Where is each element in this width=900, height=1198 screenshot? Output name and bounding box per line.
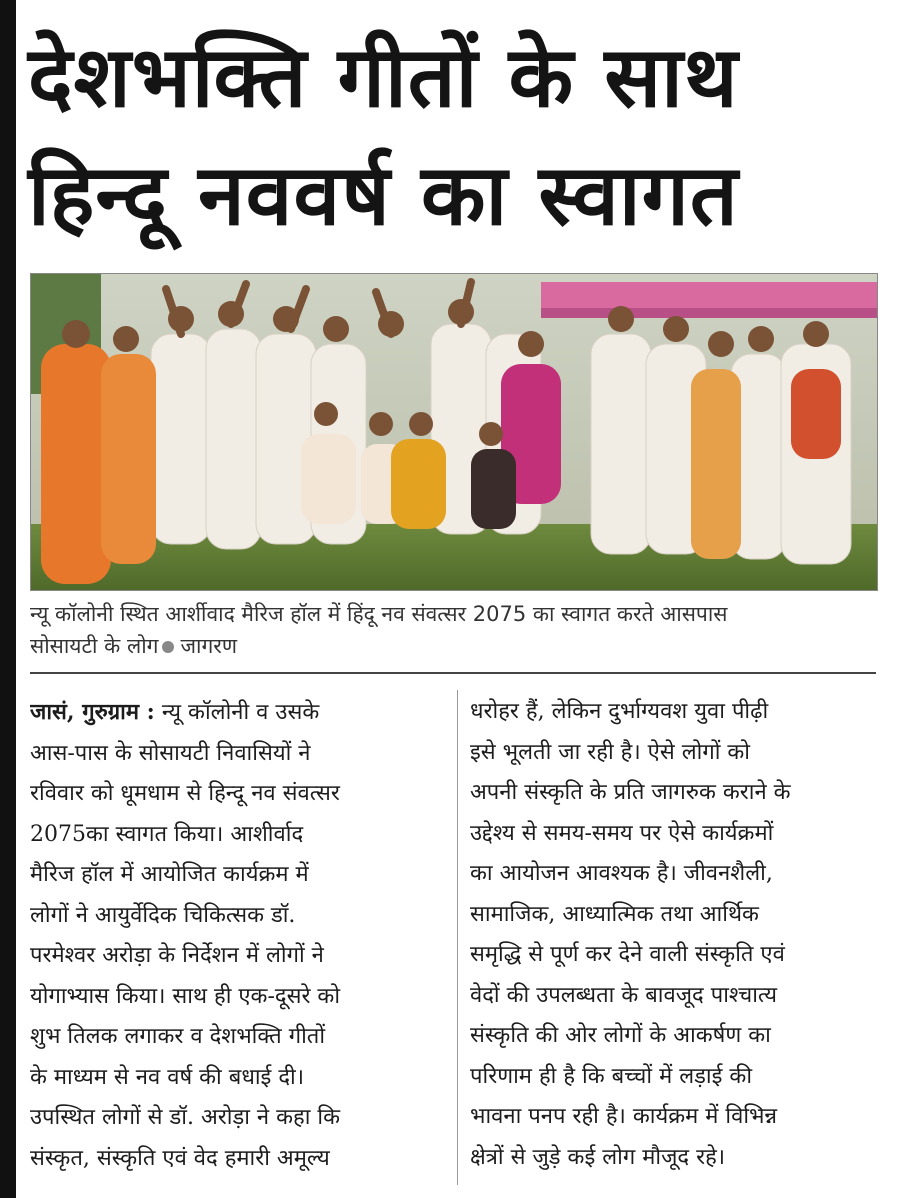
- column-divider: [457, 690, 458, 1185]
- article-dateline: जासं, गुरुग्राम :: [30, 699, 155, 725]
- article-column-left: [30, 692, 445, 1179]
- article-line: [30, 692, 445, 734]
- headline: [28, 18, 888, 254]
- article-line: सामाजिक, आध्यात्मिक तथा आर्थिक: [470, 901, 759, 927]
- article-line: भावना पनप रही है। कार्यक्रम में विभिन्न: [470, 1104, 778, 1129]
- article-line: इसे भूलती जा रही है। ऐसे लोगों को: [470, 739, 750, 765]
- article-line: आस-पास के सोसायटी निवासियों ने: [30, 740, 311, 766]
- caption-line-1: न्यू कॉलोनी स्थित आर्शीवाद मैरिज हॉल में हिंदू नव संवत्सर 2075 का स्वागत करते आसपास: [30, 602, 728, 626]
- article-line: मैरिज हॉल में आयोजित कार्यक्रम में: [30, 862, 309, 887]
- article-line: परिणाम ही है कि बच्चों में लड़ाई की: [470, 1063, 753, 1089]
- article-line: समृद्धि से पूर्ण कर देने वाली संस्कृति एवं: [470, 942, 785, 967]
- article-line: का आयोजन आवश्यक है। जीवनशैली,: [470, 861, 773, 886]
- caption-line-2: सोसायटी के लोग: [30, 634, 159, 658]
- article-line: 2075का स्वागत किया। आशीर्वाद: [30, 821, 304, 847]
- article-line: क्षेत्रों से जुड़े कई लोग मौजूद रहे।: [470, 1144, 726, 1170]
- group-photo: [30, 273, 878, 591]
- article-line: अपनी संस्कृति के प्रति जागरुक कराने के: [470, 780, 791, 805]
- article-line: शुभ तिलक लगाकर व देशभक्ति गीतों: [30, 1024, 326, 1049]
- article-line: लोगों ने आयुर्वेदिक चिकित्सक डॉ.: [30, 902, 296, 928]
- page-left-border: [0, 0, 16, 1198]
- article-line: उपस्थित लोगों से डॉ. अरोड़ा ने कहा कि: [30, 1105, 341, 1130]
- article-line: वेदों की उपलब्धता के बावजूद पाश्चात्य: [470, 982, 778, 1008]
- caption-divider: [30, 672, 876, 674]
- article-line: परमेश्वर अरोड़ा के निर्देशन में लोगों ने: [30, 943, 324, 968]
- article-line: संस्कृत, संस्कृति एवं वेद हमारी अमूल्य: [30, 1145, 330, 1171]
- caption-credit: जागरण: [180, 634, 238, 658]
- photo-caption: [30, 598, 880, 662]
- article-line: संस्कृति की ओर लोगों के आकर्षण का: [470, 1023, 771, 1048]
- article-line: के माध्यम से नव वर्ष की बधाई दी।: [30, 1064, 305, 1090]
- article-line: रविवार को धूमधाम से हिन्दू नव संवत्सर: [30, 781, 340, 806]
- article-line: उद्देश्य से समय-समय पर ऐसे कार्यक्रमों: [470, 820, 774, 846]
- bullet-dot-icon: [162, 641, 174, 653]
- headline-line-1: देशभक्ति गीतों के साथ: [28, 28, 739, 126]
- headline-line-2: हिन्दू नववर्ष का स्वागत: [28, 146, 739, 244]
- article-column-right: [470, 692, 878, 1178]
- article-line: योगाभ्यास किया। साथ ही एक-दूसरे को: [30, 983, 341, 1009]
- article-line-text: न्यू कॉलोनी व उसके: [161, 700, 320, 725]
- article-line: धरोहर हैं, लेकिन दुर्भाग्यवश युवा पीढ़ी: [470, 699, 769, 724]
- group-photo-image: [31, 274, 877, 590]
